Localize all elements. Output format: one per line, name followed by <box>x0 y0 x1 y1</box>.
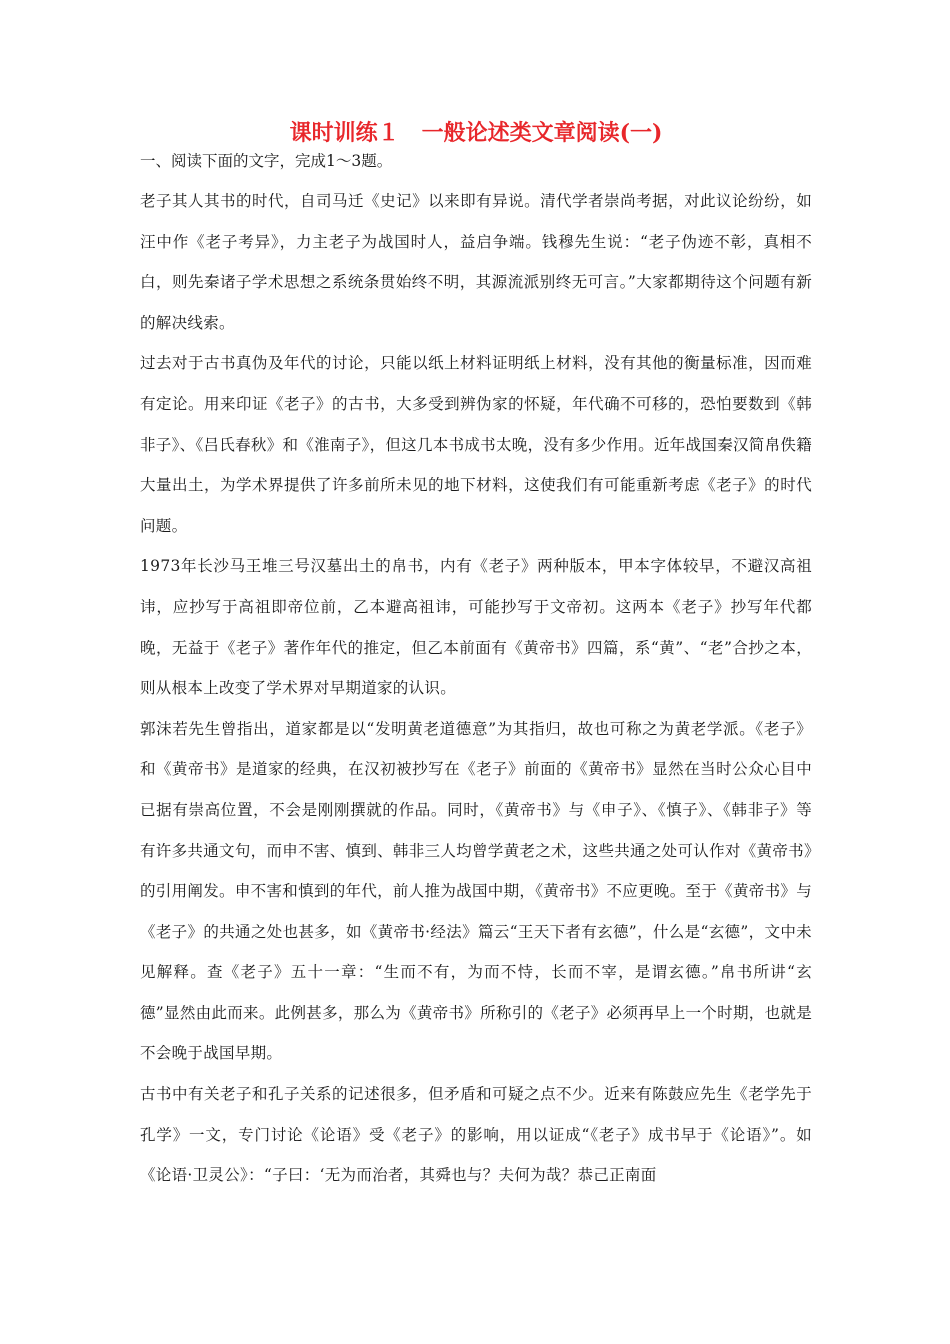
paragraph-3: 1973年长沙马王堆三号汉墓出土的帛书，内有《老子》两种版本，甲本字体较早，不避汉高祖讳，应抄写于高祖即帝位前，乙本避高祖讳，可能抄写于文帝初。这两本《老子》抄写年代都晚，无益于《老子》著作年代的推定，但乙本前面有《黄帝书》四篇，系“黄”、“老”合抄之本，则从根本上改变了学术界对早期道家的认识。 <box>140 557 812 698</box>
paragraph-2: 过去对于古书真伪及年代的讨论，只能以纸上材料证明纸上材料，没有其他的衡量标准，因而难有定论。用来印证《老子》的古书，大多受到辨伪家的怀疑，年代确不可移的，恐怕要数到《韩非子》、《吕氏春秋》和《淮南子》，但这几本书成书太晚，没有多少作用。近年战国秦汉简帛佚籍大量出土，为学术界提供了许多前所未见的地下材料，这使我们有可能重新考虑《老子》的时代问题。 <box>140 354 812 535</box>
page-title: 课时训练１ 一般论述类文章阅读(一) <box>289 120 663 146</box>
question-instruction: 一、阅读下面的文字，完成1～3题。 <box>140 152 393 170</box>
article-body <box>140 181 812 1196</box>
paragraph-1: 老子其人其书的时代，自司马迁《史记》以来即有异说。清代学者崇尚考据，对此议论纷纷，如汪中作《老子考异》，力主老子为战国时人，益启争端。钱穆先生说：“老子伪迹不彰，真相不白，则先秦诸子学术思想之系统条贯始终不明，其源流派别终无可言。”大家都期待这个问题有新的解决线索。 <box>140 192 812 332</box>
paragraph-4: 郭沫若先生曾指出，道家都是以“发明黄老道德意”为其指归，故也可称之为黄老学派。《老子》和《黄帝书》是道家的经典，在汉初被抄写在《老子》前面的《黄帝书》显然在当时公众心目中已据有崇高位置，不会是刚刚撰就的作品。同时，《黄帝书》与《申子》、《慎子》、《韩非子》等有许多共通文句，而申不害、慎到、韩非三人均曾学黄老之术，这些共通之处可认作对《黄帝书》的引用阐发。申不害和慎到的年代，前人推为战国中期，《黄帝书》不应更晚。至于《黄帝书》与《老子》的共通之处也甚多，如《黄帝书·经法》篇云“王天下者有玄德”，什么是“玄德”，文中未见解释。查《老子》五十一章：“生而不有，为而不恃，长而不宰，是谓玄德。”帛书所讲“玄德”显然由此而来。此例甚多，那么为《黄帝书》所称引的《老子》必须再早上一个时期，也就是不会晚于战国早期。 <box>140 719 812 1063</box>
paragraph-5: 古书中有关老子和孔子关系的记述很多，但矛盾和可疑之点不少。近来有陈鼓应先生《老学先于孔学》一文，专门讨论《论语》受《老子》的影响，用以证成“《老子》成书早于《论语》”。如《论语·卫灵公》：“子曰：‘无为而治者，其舜也与？夫何为哉？恭己正南面 <box>140 1085 812 1185</box>
